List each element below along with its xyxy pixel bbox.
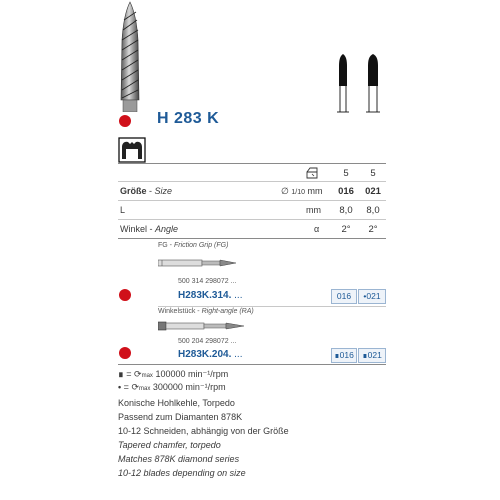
angle-unit: α [314,224,320,234]
speed-line-fg: • = ⟳max 300000 min⁻¹/rpm [118,382,226,392]
bur-photo [105,0,155,112]
red-marker-dot [119,289,131,301]
variant-ra-type: Winkelstück - Right-angle (RA) [158,308,254,315]
description-en [118,438,246,480]
bur-silhouette-021-icon [365,52,381,114]
description-de-line: Passend zum Diamanten 878K [118,412,243,422]
variant-bottom-rule [118,364,386,365]
description-en-line: Matches 878K diamond series [118,454,240,464]
variant-ra-size-016[interactable]: ∎016 [331,348,357,363]
length-value-016: 8,0 [339,205,353,216]
size-value-016: 016 [338,186,354,197]
row-rule [118,200,386,201]
table-top-rule [118,163,386,164]
package-icon [305,167,319,179]
description-de [118,396,289,438]
table-bottom-rule [118,238,386,239]
fg-bur-drawing [158,256,238,270]
product-code: H 283 K [157,110,220,127]
row-rule [118,181,386,182]
variant-fg-order-no: 500 314 298072 ... [178,278,237,285]
variant-ra-size-021[interactable]: ∎021 [358,348,386,363]
description-de-line: 10-12 Schneiden, abhängig von der Größe [118,426,289,436]
variant-fg-size-016[interactable]: 016 [331,289,357,304]
bur-silhouette-016-icon [336,52,350,114]
length-value-021: 8,0 [366,205,380,216]
variant-ra-ref: H283K.204. ... [178,349,243,360]
pack-qty-016: 5 [343,168,349,179]
variant-fg-size-021[interactable]: •021 [358,289,386,304]
red-marker-dot [119,347,131,359]
length-unit: mm [306,205,321,215]
angle-value-016: 2° [341,224,351,235]
angle-value-021: 2° [368,224,378,235]
angle-label: Winkel - Angle [120,224,179,234]
pack-qty-021: 5 [370,168,376,179]
speed-gauge-icon: ⟳ [134,369,142,379]
size-unit: ∅ 1/10 mm [281,186,323,196]
red-marker-dot [119,115,131,127]
ra-bur-drawing [158,319,248,333]
variant-rule [158,306,386,307]
size-value-021: 021 [365,186,381,197]
description-de-line: Konische Hohlkehle, Torpedo [118,398,235,408]
description-en-line: 10-12 blades depending on size [118,468,246,478]
speed-line-ra: ∎ = ⟳max 100000 min⁻¹/rpm [118,369,229,379]
row-rule [118,219,386,220]
tooth-chamfer-icon [118,137,146,163]
variant-fg-ref: H283K.314. ... [178,290,243,301]
speed-gauge-icon: ⟳ [131,382,139,392]
size-label: Größe - Size [120,186,173,196]
variant-ra-order-no: 500 204 298072 ... [178,338,237,345]
variant-fg-type: FG - Friction Grip (FG) [158,242,229,249]
length-label: L [120,205,126,215]
description-en-line: Tapered chamfer, torpedo [118,440,221,450]
